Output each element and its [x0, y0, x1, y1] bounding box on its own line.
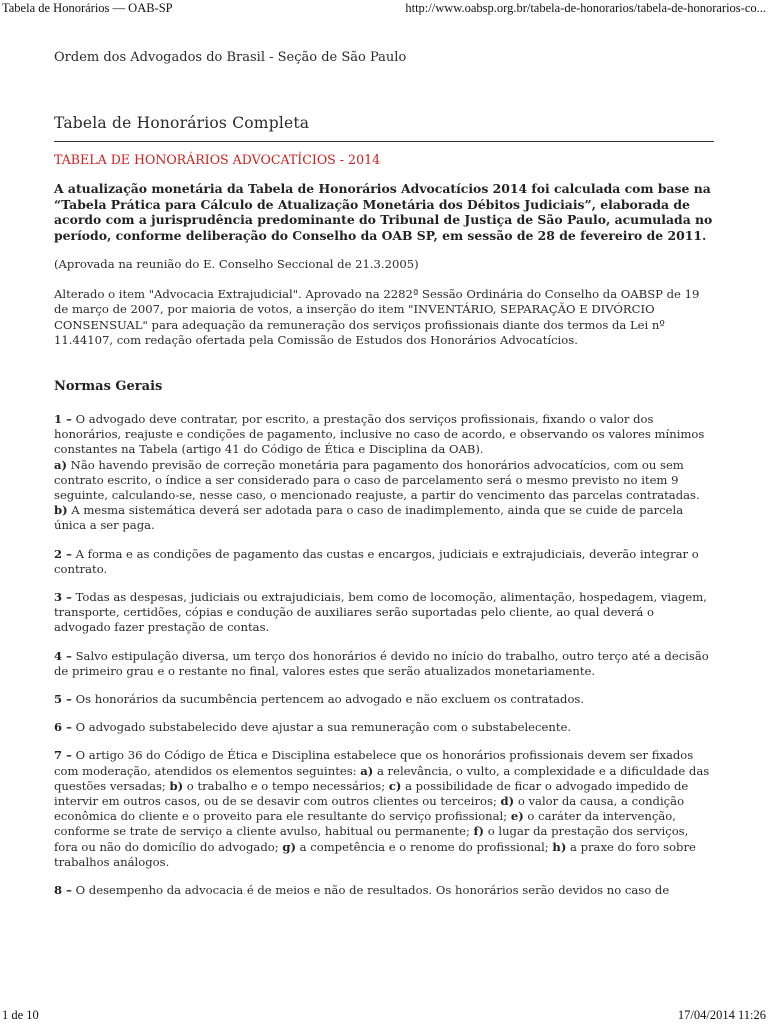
norm-item-8 — [54, 883, 714, 898]
norm-number: 1 – — [54, 412, 72, 427]
print-footer — [0, 1007, 768, 1023]
organization-name: Ordem dos Advogados do Brasil - Seção de São Paulo — [54, 50, 407, 65]
subitem-text: a relevância, o vulto, a complexidade e a dificuldade das questões versadas; — [54, 763, 710, 793]
approval-note: (Aprovada na reunião do E. Conselho Seccional de 21.3.2005) — [54, 257, 419, 271]
subitem-text: o lugar da prestação dos serviços, fora ou não do domicílio do advogado; — [54, 824, 689, 854]
norm-text: O advogado deve contratar, por escrito, a prestação dos serviços profissionais, fixando o valor dos honorários, reajuste e condições de pagamento, inclusive no caso de acordo, e observando os valores mínimos constantes na Tabela (artigo 41 do Código de Ética e Disciplina da OAB). — [54, 412, 705, 457]
subitem-text: Não havendo previsão de correção monetária para pagamento dos honorários advocatícios, com ou sem contrato escrito, o índice a ser considerado para o caso de parcelamento será o mesmo previsto no item 9 seguinte, calculando-se, nesse caso, o mencionado reajuste, a partir do vencimento das parcelas contratadas. — [54, 457, 700, 503]
print-header-url: http://www.oabsp.org.br/tabela-de-honorarios/tabela-de-honorarios-co... — [405, 1, 766, 15]
subitem-label: b) — [169, 778, 184, 793]
subitem-label: c) — [388, 778, 402, 793]
norm-number: 4 – — [54, 648, 72, 663]
subitem-label: d) — [500, 794, 515, 809]
subitem-label: a) — [360, 763, 374, 778]
norm-text: Todas as despesas, judiciais ou extrajudiciais, bem como de locomoção, alimentação, hospedagem, viagem, transporte, certidões, cópias e condução de auxiliares serão suportadas pelo cliente, ao qual deverá o advogado fazer prestação de contas. — [54, 590, 707, 635]
norm-item-1a — [54, 458, 714, 504]
page-title: Tabela de Honorários Completa — [54, 114, 310, 132]
norm-text: O desempenho da advocacia é de meios e não de resultados. Os honorários serão devidos no caso de — [71, 883, 670, 898]
norm-item-1 — [54, 412, 714, 458]
document-content — [54, 48, 714, 898]
norm-number: 3 – — [54, 590, 72, 605]
norm-item-3 — [54, 590, 714, 636]
subitem-label: a) — [54, 457, 67, 472]
norm-item-1b — [54, 503, 714, 533]
norm-text: O advogado substabelecido deve ajustar a sua remuneração com o substabelecente. — [71, 720, 572, 735]
norm-item-4 — [54, 649, 714, 679]
norm-text: Salvo estipulação diversa, um terço dos honorários é devido no início do trabalho, outro terço até a decisão de primeiro grau e o restante no final, valores estes que serão atualizados monetariamente. — [54, 648, 709, 678]
norm-number: 6 – — [54, 720, 72, 735]
subitem-text: o trabalho e o tempo necessários; — [183, 778, 389, 793]
norm-item-2 — [54, 547, 714, 577]
intro-paragraph: A atualização monetária da Tabela de Honorários Advocatícios 2014 foi calculada com base na “Tabela Prática para Cálculo de Atualização Monetária dos Débitos Judiciais”, elaborada de acordo com a jurisprudência predominante do Tribunal de Justiça de São Paulo, acumulada no período, conforme deliberação do Conselho da OAB SP, em sessão de 28 de fevereiro de 2011. — [54, 181, 713, 243]
norm-number: 5 – — [54, 692, 72, 707]
table-heading: TABELA DE HONORÁRIOS ADVOCATÍCIOS - 2014 — [54, 152, 381, 167]
subitem-label: e) — [510, 809, 524, 824]
norm-text: A forma e as condições de pagamento das custas e encargos, judiciais e extrajudiciais, deverão integrar o contrato. — [54, 546, 699, 576]
subitem-label: g) — [282, 839, 296, 854]
subitem-text: a praxe do foro sobre trabalhos análogos. — [54, 839, 696, 869]
subitem-text: A mesma sistemática deverá ser adotada para o caso de inadimplemento, ainda que se cuide de parcela única a ser paga. — [54, 503, 684, 533]
norm-text: Os honorários da sucumbência pertencem ao advogado e não excluem os contratados. — [71, 692, 585, 707]
norm-item-5 — [54, 692, 714, 707]
subitem-label: h) — [552, 839, 567, 854]
section-title-normas-gerais: Normas Gerais — [54, 379, 163, 395]
subitem-text: o caráter da intervenção, conforme se trate de serviço a cliente avulso, habitual ou permanente; — [54, 809, 676, 839]
subitem-text: o valor da causa, a condição econômica do cliente e o proveito para ele resultante do serviço profissional; — [54, 794, 685, 824]
norm-item-6 — [54, 720, 714, 735]
norm-number: 7 – — [54, 748, 72, 763]
norm-number: 2 – — [54, 546, 72, 561]
subitem-label: b) — [54, 503, 68, 518]
norm-number: 8 – — [54, 883, 72, 898]
norm-text: O artigo 36 do Código de Ética e Disciplina estabelece que os honorários profissionais devem ser fixados com moderação, atendidos os elementos seguintes: — [54, 748, 694, 778]
print-header-title: Tabela de Honorários — OAB-SP — [2, 1, 173, 15]
title-divider — [54, 141, 714, 142]
print-datetime: 17/04/2014 11:26 — [677, 1008, 766, 1022]
amendment-note: Alterado o item "Advocacia Extrajudicial". Aprovado na 2282ª Sessão Ordinária do Conselho da OABSP de 19 de março de 2007, por maioria de votos, a inserção do item "INVENTÁRIO, SEPARAÇÃO E DIVÓRCIO CONSENSUAL" para adequação da remuneração dos serviços profissionais diante dos termos da Lei nº 11.44107, com redação ofertada pela Comissão de Estudos dos Honorários Advocatícios. — [54, 287, 700, 347]
subitem-label: f) — [473, 824, 485, 839]
subitem-text: a possibilidade de ficar o advogado impedido de intervir em outros casos, ou de se desavir com outros clientes ou terceiros; — [54, 778, 689, 809]
norm-item-7 — [54, 748, 714, 870]
print-header — [0, 0, 768, 16]
page-counter: 1 de 10 — [2, 1008, 39, 1022]
subitem-text: a competência e o renome do profissional; — [295, 839, 553, 854]
